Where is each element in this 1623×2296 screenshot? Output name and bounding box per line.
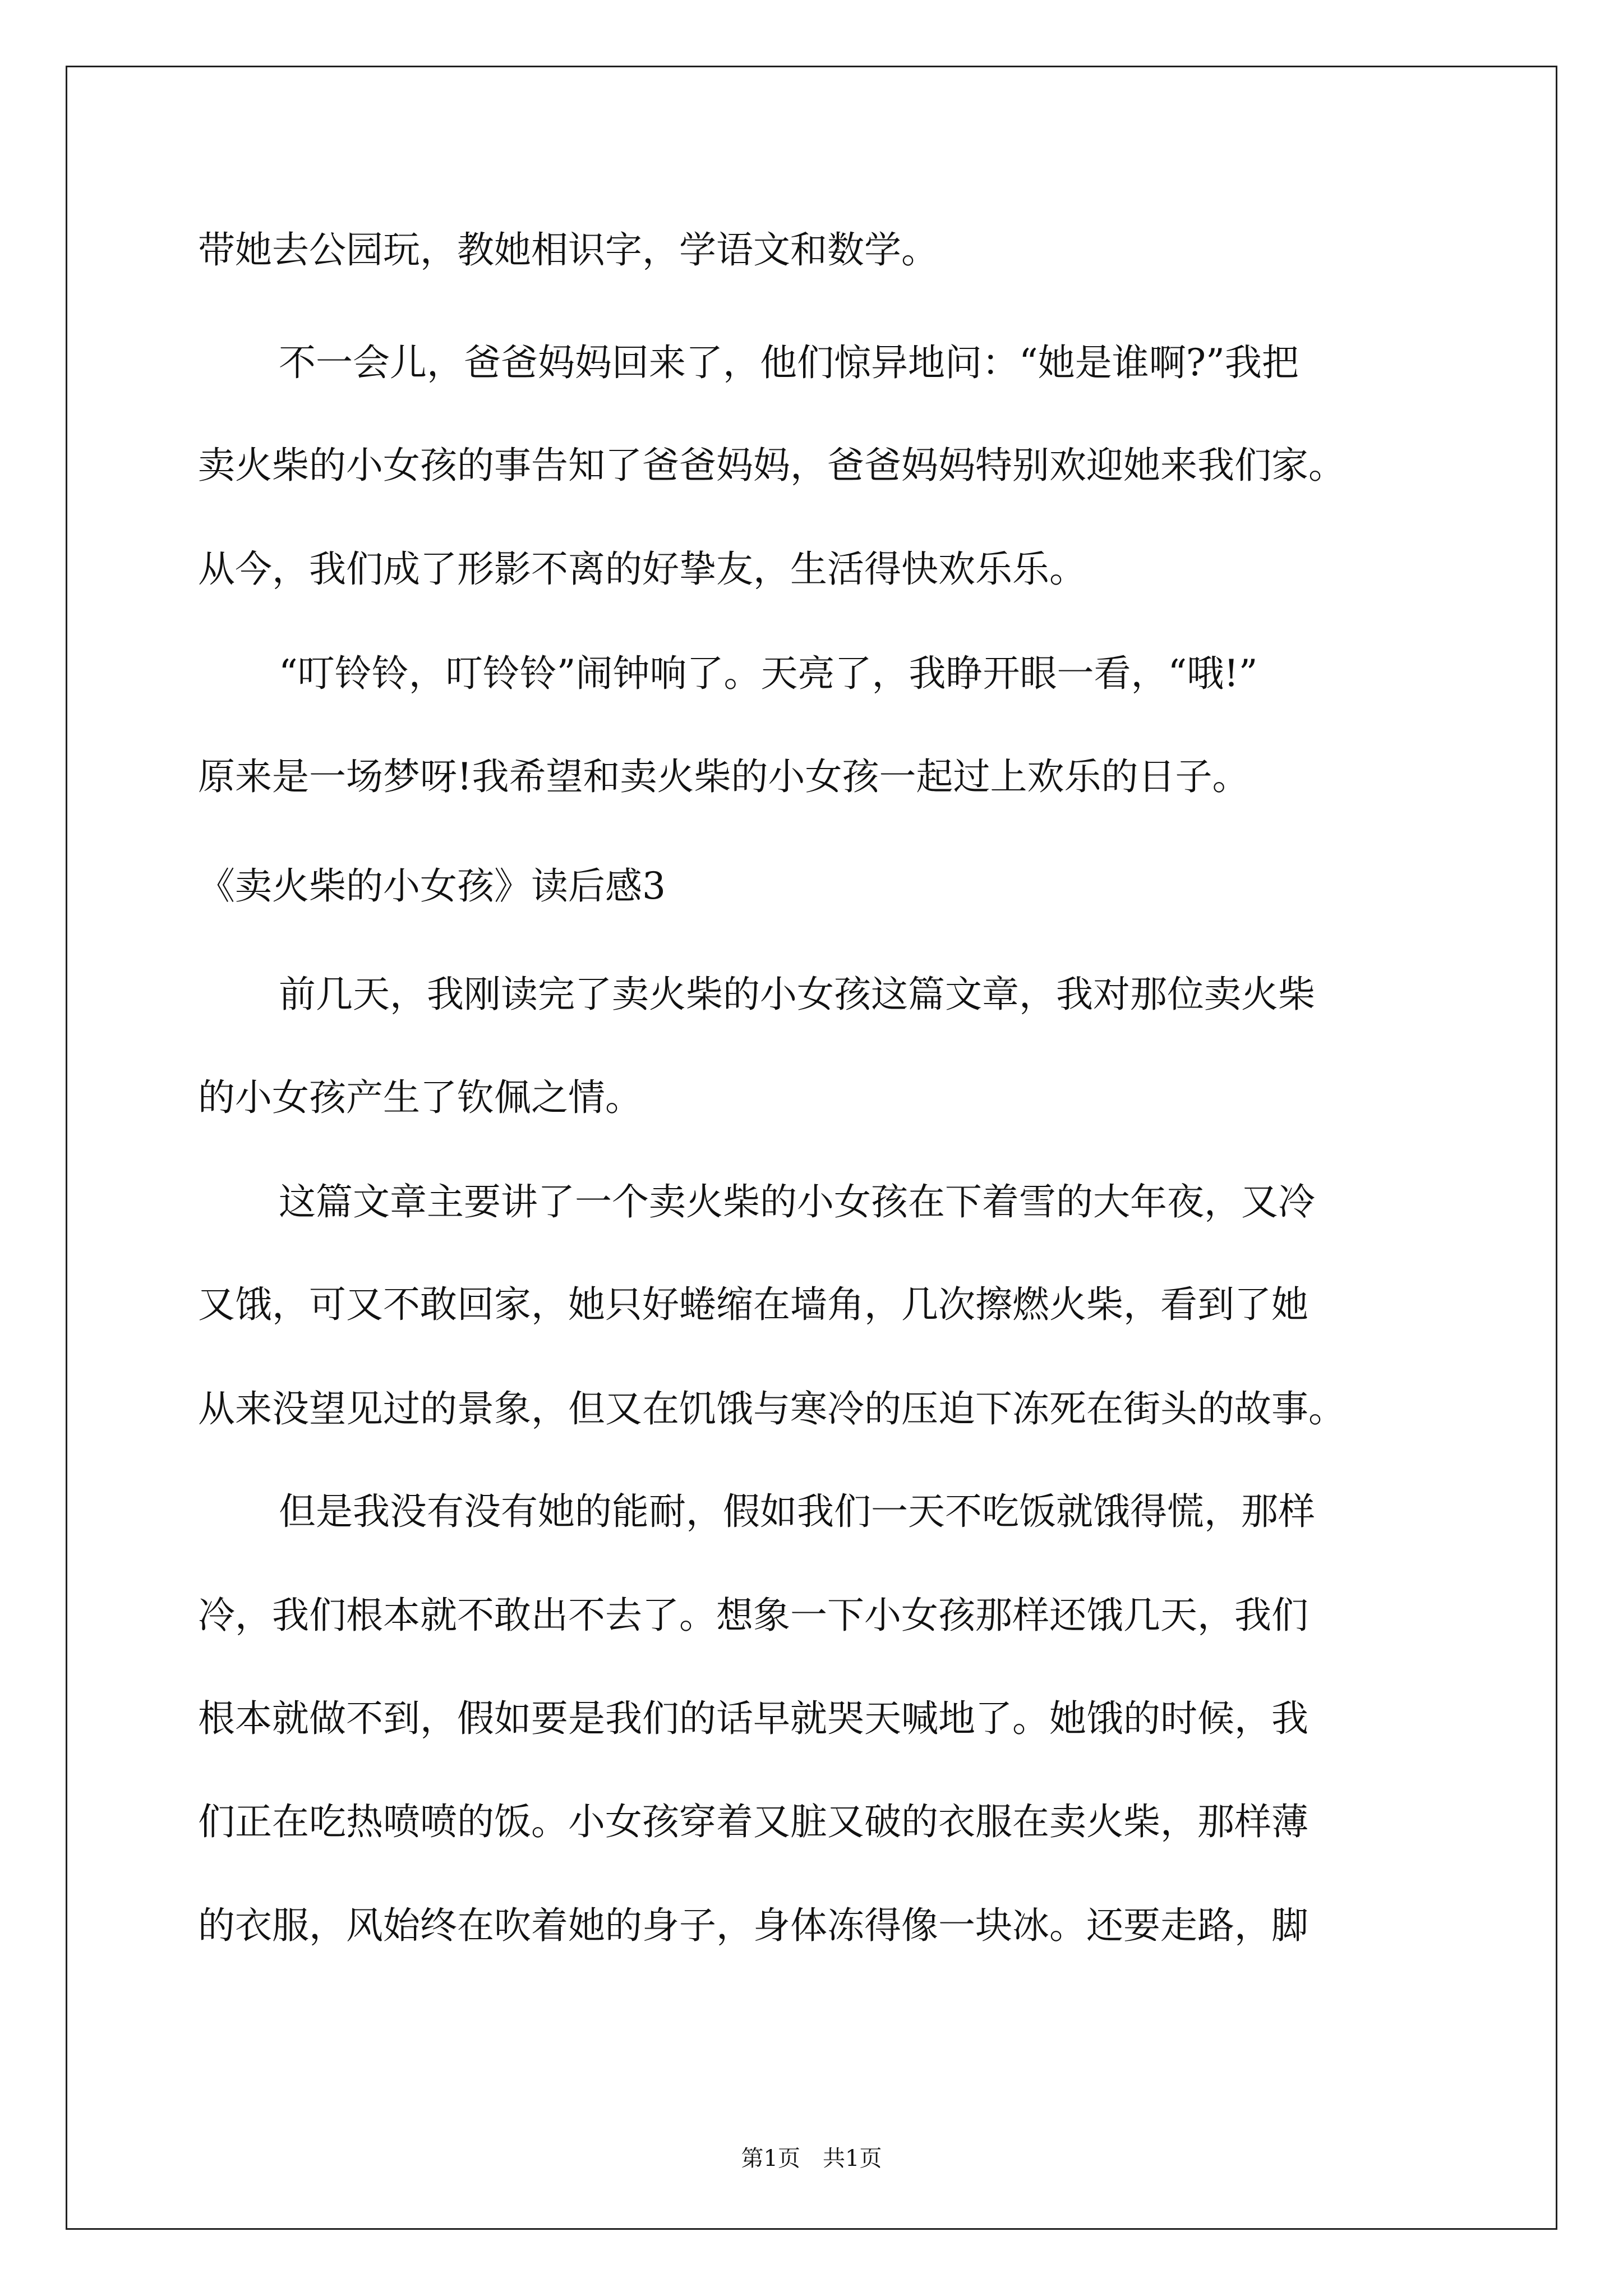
text-line: 根本就做不到，假如要是我们的话早就哭天喊地了。她饿的时候，我 bbox=[198, 1697, 1308, 1740]
text-line: 从今，我们成了形影不离的好挚友，生活得快欢乐乐。 bbox=[198, 547, 1086, 591]
text-line: 卖火柴的小女孩的事告知了爸爸妈妈，爸爸妈妈特别欢迎她来我们家。 bbox=[198, 444, 1345, 487]
text-line: 带她去公园玩，教她相识字，学语文和数学。 bbox=[198, 228, 938, 272]
page-number: 第1页 共1页 bbox=[741, 2146, 882, 2171]
paragraph-first-line: 前几天，我刚读完了卖火柴的小女孩这篇文章，我对那位卖火柴 bbox=[279, 973, 1315, 1016]
paragraph-first-line: 不一会儿，爸爸妈妈回来了，他们惊异地问：“她是谁啊?”我把 bbox=[279, 341, 1299, 384]
text-line: 从来没望见过的景象，但又在饥饿与寒冷的压迫下冻死在街头的故事。 bbox=[198, 1387, 1345, 1430]
section-heading: 《卖火柴的小女孩》读后感3 bbox=[198, 864, 666, 908]
text-line: 的小女孩产生了钦佩之情。 bbox=[198, 1076, 642, 1119]
paragraph-first-line: 但是我没有没有她的能耐，假如我们一天不吃饭就饿得慌，那样 bbox=[279, 1490, 1315, 1533]
text-line: 原来是一场梦呀!我希望和卖火柴的小女孩一起过上欢乐的日子。 bbox=[198, 755, 1249, 798]
text-line: 冷，我们根本就不敢出不去了。想象一下小女孩那样还饿几天，我们 bbox=[198, 1594, 1308, 1637]
paragraph-first-line: “叮铃铃，叮铃铃”闹钟响了。天亮了，我睁开眼一看，“哦!” bbox=[279, 652, 1258, 695]
text-line: 们正在吃热喷喷的饭。小女孩穿着又脏又破的衣服在卖火柴，那样薄 bbox=[198, 1800, 1308, 1843]
paragraph-first-line: 这篇文章主要讲了一个卖火柴的小女孩在下着雪的大年夜，又冷 bbox=[279, 1180, 1315, 1223]
text-line: 又饿，可又不敢回家，她只好蜷缩在墙角，几次擦燃火柴，看到了她 bbox=[198, 1283, 1308, 1326]
text-line: 的衣服，风始终在吹着她的身子，身体冻得像一块冰。还要走路，脚 bbox=[198, 1904, 1308, 1947]
